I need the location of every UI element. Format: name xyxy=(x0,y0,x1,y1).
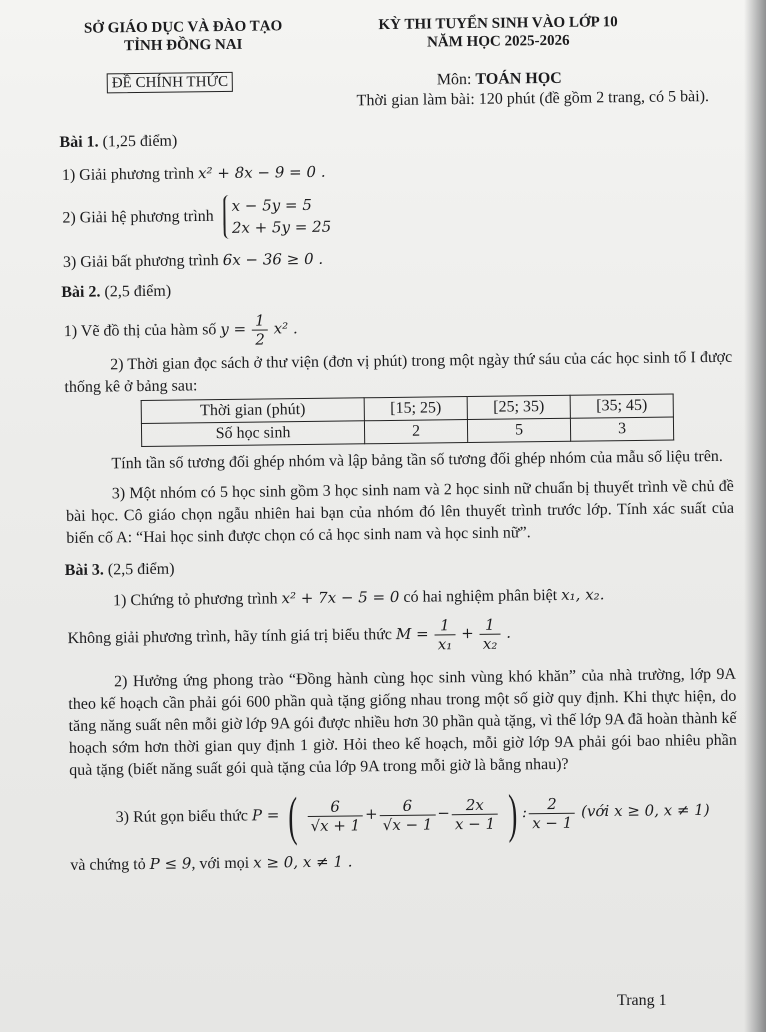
fraction-numerator: 2x xyxy=(452,795,498,815)
bai1-question-1 xyxy=(60,156,730,187)
province-name: TỈNH ĐỒNG NAI xyxy=(124,36,243,55)
bai3-question-3 xyxy=(67,784,738,846)
section-title: Bài 1. xyxy=(59,133,99,151)
table-cell: 3 xyxy=(570,417,673,441)
section-title: Bài 3. xyxy=(64,561,104,579)
fraction-b xyxy=(379,796,435,834)
expression-lhs: M = xyxy=(395,624,429,644)
fraction-1-over-x2 xyxy=(479,616,500,653)
fraction-c xyxy=(452,795,499,833)
exam-time: Thời gian làm bài: 120 phút (đề gồm 2 trang, có 5 bài). xyxy=(356,88,710,110)
subject-line xyxy=(437,68,562,92)
department-name: SỞ GIÁO DỤC VÀ ĐÀO TẠO xyxy=(83,18,283,37)
table-header-cell: Số học sinh xyxy=(141,421,364,447)
divide-sign: : xyxy=(521,803,528,822)
fraction-denominator: x₂ xyxy=(482,634,498,653)
bai3-question-3b xyxy=(68,846,738,877)
function-rhs: x² . xyxy=(273,319,298,338)
fraction-divisor xyxy=(529,794,576,832)
department-block xyxy=(58,17,308,56)
roots: x₁, x₂. xyxy=(561,585,605,604)
table-cell: [25; 35) xyxy=(467,395,570,419)
expression-lhs: P = xyxy=(251,806,280,825)
fraction-denominator: x − 1 xyxy=(532,813,573,832)
section-bai-1 xyxy=(59,124,729,154)
fraction-1-over-x1 xyxy=(434,616,455,653)
official-stamp-label: ĐỀ CHÍNH THỨC xyxy=(107,72,234,94)
fraction-numerator: 1 xyxy=(434,616,455,635)
exam-title: KỲ THI TUYỂN SINH VÀO LỚP 10 xyxy=(378,14,618,34)
bai1-question-3 xyxy=(61,243,731,274)
section-bai-2 xyxy=(61,274,731,304)
reading-time-table xyxy=(141,394,675,448)
exam-title-block xyxy=(343,13,653,53)
bai2-question-2-task: Tính tần số tương đối ghép nhóm và lập bảng tần số tương đối ghép nhóm của mẫu số liệu trên. xyxy=(111,447,723,473)
section-title: Bài 2. xyxy=(61,283,101,301)
fraction-numerator: 6 xyxy=(307,797,363,817)
fraction-denominator: √x − 1 xyxy=(382,814,433,834)
subject-name: TOÁN HỌC xyxy=(475,69,562,88)
question-text: 1) Vẽ đồ thị của hàm số xyxy=(63,321,217,341)
subject-label: Môn: xyxy=(436,70,472,89)
exam-document xyxy=(58,12,738,877)
question-text-tail: , với mọi xyxy=(191,854,250,873)
bai2-question-3: 3) Một nhóm có 5 học sinh gồm 3 học sinh nam và 2 học sinh nữ chuẩn bị thuyết trình về chủ đề bài học. Cô giáo chọn ngẫu nhiên hai bạn của nhóm đó lên thuyết trình trước lớp. Tính xác suất của biến cố A: “Hai học sinh được chọn có cả học sinh nam và học sinh nữ”. xyxy=(65,477,735,547)
minus-sign: − xyxy=(437,803,450,823)
exam-header xyxy=(58,12,729,92)
question-text: Không giải phương trình, hãy tính giá trị biểu thức xyxy=(67,626,393,648)
fraction-denominator: x − 1 xyxy=(454,814,496,833)
plus-sign: + xyxy=(461,624,474,643)
condition: x ≥ 0, x ≠ 1 . xyxy=(253,852,353,872)
condition: (với x ≥ 0, x ≠ 1) xyxy=(581,800,710,821)
paper-shadow xyxy=(744,0,766,1032)
system-equation-2: 2x + 5y = 25 xyxy=(231,217,332,237)
question-text: 2) Giải hệ phương trình xyxy=(62,207,214,227)
bai2-question-1 xyxy=(62,306,732,351)
right-paren: ) xyxy=(508,783,518,844)
fraction-a xyxy=(307,797,363,835)
table-cell: [15; 25) xyxy=(364,397,467,421)
fraction-numerator: 1 xyxy=(479,616,500,635)
bai3-question-1 xyxy=(65,582,735,613)
equation-system xyxy=(223,194,331,239)
table-cell: 2 xyxy=(364,420,467,444)
question-text: 3) Rút gọn biểu thức xyxy=(115,807,249,827)
table-cell: 5 xyxy=(467,418,570,442)
question-text: 3) Giải bất phương trình xyxy=(62,252,219,271)
function-lhs: y = xyxy=(220,319,247,339)
question-text: 1) Giải phương trình xyxy=(61,165,195,184)
left-paren: ( xyxy=(287,786,298,847)
section-bai-3 xyxy=(65,552,735,582)
period: . xyxy=(506,623,512,642)
fraction-one-half xyxy=(252,311,268,348)
expression-P xyxy=(283,783,577,847)
fraction-numerator: 1 xyxy=(252,311,268,330)
bai2-question-2: 2) Thời gian đọc sách ở thư viện (đơn vị phút) trong một ngày thứ sáu của các học sinh tổ I được thống kê ở bảng sau: xyxy=(64,348,733,396)
page-number: Trang 1 xyxy=(617,992,667,1009)
fraction-denominator: x₁ xyxy=(437,635,453,654)
fraction-denominator: 2 xyxy=(255,330,265,349)
question-text-tail: có hai nghiệm phân biệt xyxy=(403,586,558,606)
bai3-question-2: 2) Hưởng ứng phong trào “Đồng hành cùng học sinh vùng khó khăn” của nhà trường, lớp 9A theo kế hoạch cần phải gói 600 phần quà tặng giống nhau trong một số giờ quy định. Khi thực hiện, do tăng năng suất nên mỗi giờ lớp 9A gói được nhiều hơn 30 phần quà tặng, vì thế lớp 9A đã hoàn thành kế hoạch sớm hơn thời gian quy định 1 giờ. Hỏi theo kế hoạch, mỗi giờ lớp 9A phải gói bao nhiêu phần quà tặng (biết năng suất gói quà tặng của lớp 9A trong mỗi giờ là bằng nhau)? xyxy=(68,665,737,779)
school-year: NĂM HỌC 2025-2026 xyxy=(426,32,570,51)
bai3-question-1b xyxy=(65,613,735,658)
bai1-question-2 xyxy=(60,189,730,241)
fraction-denominator: √x + 1 xyxy=(310,815,361,835)
fraction-numerator: 6 xyxy=(379,796,435,816)
question-text: và chứng tỏ xyxy=(70,855,146,874)
fraction-numerator: 2 xyxy=(529,794,575,814)
system-equation-1: x − 5y = 5 xyxy=(231,195,312,215)
section-points: (2,5 điểm) xyxy=(107,560,175,579)
inequality: 6x − 36 ≥ 0 . xyxy=(222,249,324,270)
inequality: P ≤ 9 xyxy=(149,854,192,873)
section-points: (1,25 điểm) xyxy=(102,132,178,151)
question-text: 1) Chứng tỏ phương trình xyxy=(112,590,278,610)
equation: x² + 8x − 9 = 0 . xyxy=(198,162,326,183)
plus-sign: + xyxy=(364,804,378,823)
table-header-cell: Thời gian (phút) xyxy=(141,398,364,424)
equation: x² + 7x − 5 = 0 xyxy=(281,587,400,608)
section-points: (2,5 điểm) xyxy=(104,282,172,301)
table-cell: [35; 45) xyxy=(570,394,673,418)
